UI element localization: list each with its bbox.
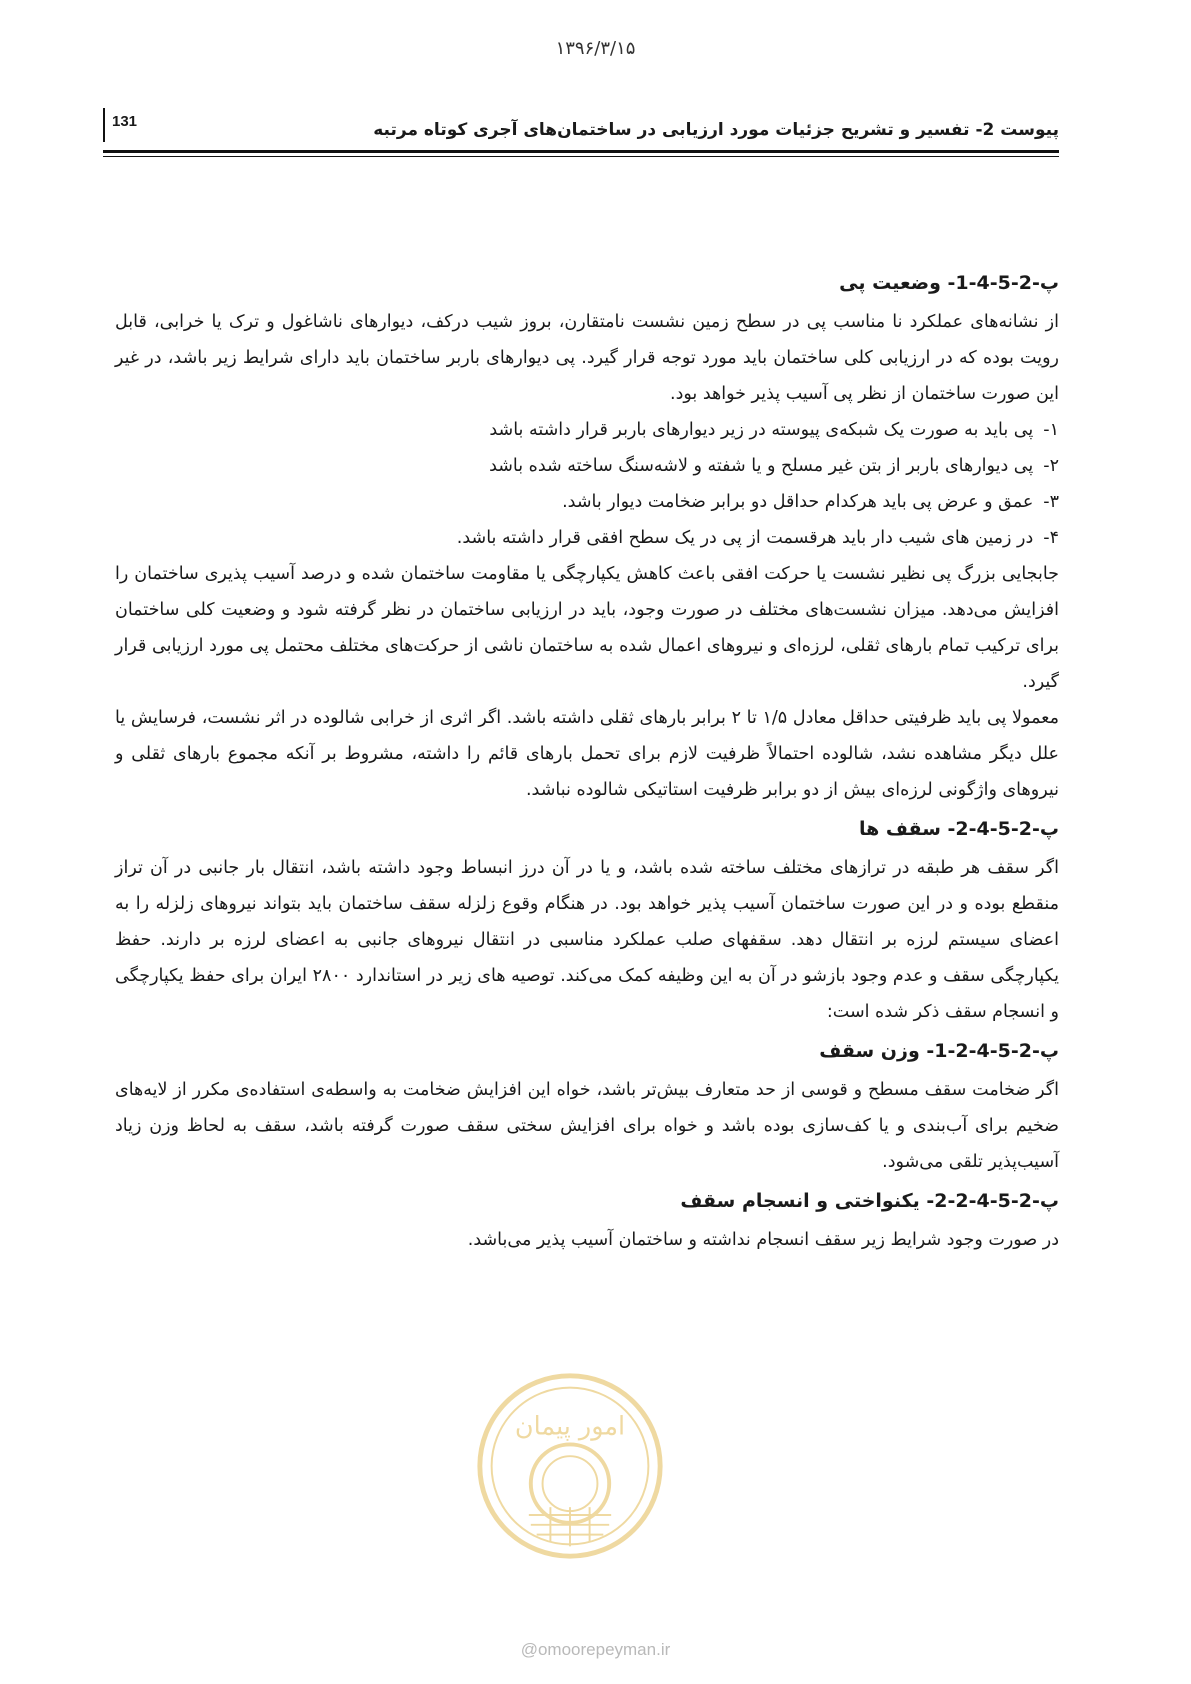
section-heading-roofs: پ-2-5-4-2- سقف ها: [858, 818, 1059, 840]
page-header: [103, 108, 1059, 146]
list-item: [115, 520, 1059, 556]
document-body: [115, 268, 1059, 1258]
section-heading-roof-weight: پ-2-5-4-2-1- وزن سقف: [819, 1040, 1059, 1062]
list-number: ۲-: [1043, 456, 1059, 476]
list-item-text: عمق و عرض پی باید هرکدام حداقل دو برابر ضخامت دیوار باشد.: [562, 492, 1034, 512]
watermark-url: @omoorepeyman.ir: [520, 1640, 671, 1659]
paragraph-foundation-capacity: معمولا پی باید ظرفیتی حداقل معادل ۱/۵ تا ۲ برابر بارهای ثقلی داشته باشد. اگر اثری از خرابی شالوده در اثر نشست، فرسایش یا علل دیگر مشاهده نشد، شالوده احتمالاً ظرفیت لازم برای تحمل بارهای قائم را داشته، مشروط بر آنکه مجموع بارهای ثقلی و نیروهای واژگونی لرزه‌ای بیش از دو برابر ظرفیت استاتیکی شالوده نباشد.: [115, 708, 1060, 800]
list-item: [115, 448, 1059, 484]
paragraph-roof-weight: اگر ضخامت سقف مسطح و قوسی از حد متعارف بیش‌تر باشد، خواه این افزایش ضخامت به واسطه‌ی استفاده‌ی مکرر از لایه‌های ضخیم برای آب‌بندی و یا کف‌سازی بوده باشد و خواه برای افزایش سختی سقف صورت گرفته باشد، سقف به لحاظ وزن زیاد آسیب‌پذیر تلقی می‌شود.: [115, 1080, 1059, 1172]
paragraph-foundation-displacement: جابجایی بزرگ پی نظیر نشست یا حرکت افقی باعث کاهش یکپارچگی یا مقاومت ساختمان شده و درصد آسیب پذیری ساختمان را افزایش می‌دهد. میزان نشست‌های مختلف در صورت وجود، باید در ارزیابی ساختمان در نظر گرفته شود و وضعیت کلی ساختمان برای ترکیب تمام بارهای ثقلی، لرزه‌ای و نیروهای اعمال شده به ساختمان ناشی از حرکت‌های مختلف محتمل پی مورد ارزیابی قرار گیرد.: [115, 564, 1059, 692]
list-item: [115, 484, 1059, 520]
document-date: ۱۳۹۶/۳/۱۵: [555, 38, 636, 59]
paragraph-foundation-intro: از نشانه‌های عملکرد نا مناسب پی در سطح زمین نشست نامتقارن، بروز شیب درکف، دیوارهای ناشاغول و ترک یا خرابی، قابل رویت بوده که در ارزیابی کلی ساختمان باید مورد توجه قرار گیرد. پی دیوارهای باربر ساختمان باید دارای شرایط زیر باشد، در غیر این صورت ساختمان از نظر پی آسیب پذیر خواهد بود.: [115, 312, 1059, 404]
watermark-seal-text: امور پیمان: [514, 1411, 626, 1442]
paragraph-roofs: اگر سقف هر طبقه در ترازهای مختلف ساخته شده باشد، و یا در آن درز انبساط وجود داشته باشد، انتقال بار جانبی در آن تراز منقطع بوده و در این صورت ساختمان آسیب پذیر خواهد بود. در هنگام وقوع زلزله سقف ساختمان باید بتواند نیروهای زلزله را به اعضای سیستم لرزه بر انتقال دهد. سقفهای صلب عملکرد مناسبی در انتقال نیروهای جانبی به اعضای لرزه بر دارند. حفظ یکپارچگی سقف و عدم وجود بازشو در آن به این وظیفه کمک می‌کند. توصیه های زیر در استاندارد ۲۸۰۰ ایران برای حفظ یکپارچگی و انسجام سقف ذکر شده است:: [115, 858, 1060, 1022]
watermark-seal-icon: [472, 1368, 668, 1564]
section-heading-foundation: پ-2-5-4-1- وضعیت پی: [839, 272, 1059, 294]
running-title: پیوست 2- تفسیر و تشریح جزئیات مورد ارزیابی در ساختمان‌های آجری کوتاه مرتبه: [373, 120, 1059, 140]
section-heading-roof-uniformity: پ-2-5-4-2-2- یکنواختی و انسجام سقف: [680, 1190, 1059, 1212]
paragraph-roof-uniformity: در صورت وجود شرایط زیر سقف انسجام نداشته و ساختمان آسیب پذیر می‌باشد.: [467, 1230, 1059, 1250]
list-number: ۱-: [1043, 420, 1059, 440]
list-item-text: پی باید به صورت یک شبکه‌ی پیوسته در زیر دیوارهای باربر قرار داشته باشد: [489, 420, 1034, 440]
list-item: [115, 412, 1059, 448]
list-item-text: پی دیوارهای باربر از بتن غیر مسلح و یا شفته و لاشه‌سنگ ساخته شده باشد: [489, 456, 1034, 476]
list-number: ۳-: [1043, 492, 1059, 512]
header-rule-thick: [103, 150, 1059, 153]
list-item-text: در زمین های شیب دار باید هرقسمت از پی در یک سطح افقی قرار داشته باشد.: [456, 528, 1034, 548]
page-number: 131: [103, 108, 137, 142]
list-number: ۴-: [1043, 528, 1059, 548]
header-rule-thin: [103, 156, 1059, 157]
